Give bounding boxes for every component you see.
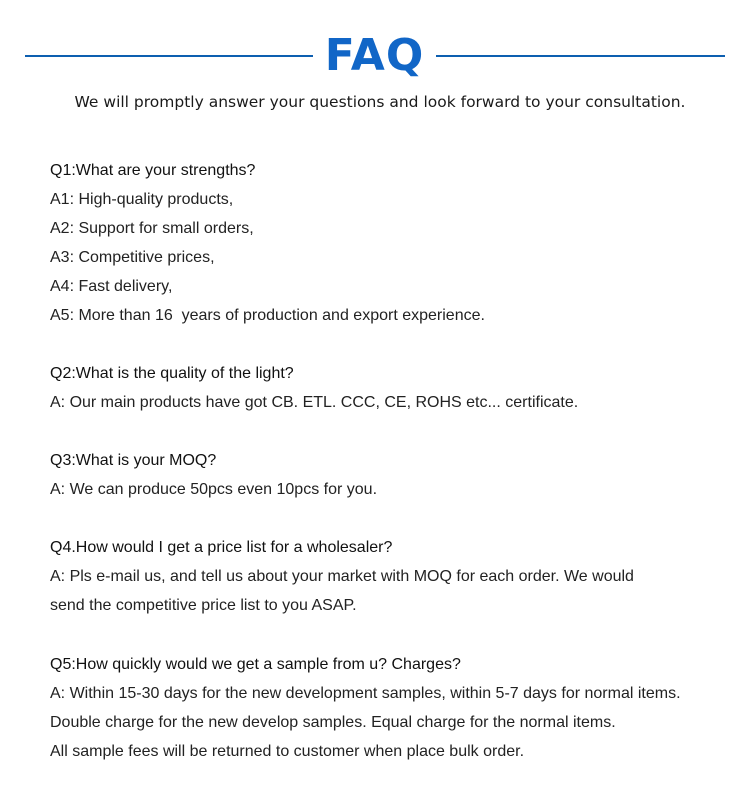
faq-answer: A5: More than 16 years of production and export experience. — [50, 307, 485, 324]
faq-answer: A: Our main products have got CB. ETL. CCC, CE, ROHS etc... certificate. — [50, 394, 579, 411]
faq-answer: A: Within 15-30 days for the new development samples, within 5-7 days for normal items. — [50, 685, 681, 702]
faq-item-q2 — [50, 359, 740, 417]
faq-question: Q3:What is your MOQ? — [50, 452, 217, 469]
faq-question: Q2:What is the quality of the light? — [50, 365, 294, 382]
faq-answer: Double charge for the new develop samples. Equal charge for the normal items. — [50, 714, 616, 731]
faq-answer: A: We can produce 50pcs even 10pcs for you. — [50, 481, 378, 498]
faq-answer: A: Pls e-mail us, and tell us about your market with MOQ for each order. We would — [50, 568, 634, 585]
faq-item-q4 — [50, 533, 740, 620]
faq-question: Q5:How quickly would we get a sample from u? Charges? — [50, 656, 461, 673]
faq-item-q1 — [50, 156, 740, 330]
faq-answer: send the competitive price list to you ASAP. — [50, 597, 357, 614]
faq-question: Q4.How would I get a price list for a wholesaler? — [50, 539, 393, 556]
header-rule-right — [436, 55, 725, 57]
header-rule-left — [25, 55, 313, 57]
faq-question: Q1:What are your strengths? — [50, 162, 256, 179]
faq-answer: All sample fees will be returned to customer when place bulk order. — [50, 743, 525, 760]
faq-answer: A3: Competitive prices, — [50, 249, 215, 266]
page-subtitle: We will promptly answer your questions and look forward to your consultation. — [74, 93, 686, 111]
faq-item-q5 — [50, 650, 740, 766]
faq-header — [0, 28, 750, 84]
faq-answer: A4: Fast delivery, — [50, 278, 173, 295]
faq-answer: A1: High-quality products, — [50, 191, 234, 208]
faq-answer: A2: Support for small orders, — [50, 220, 254, 237]
page-title: FAQ — [324, 30, 425, 81]
faq-item-q3 — [50, 446, 740, 504]
